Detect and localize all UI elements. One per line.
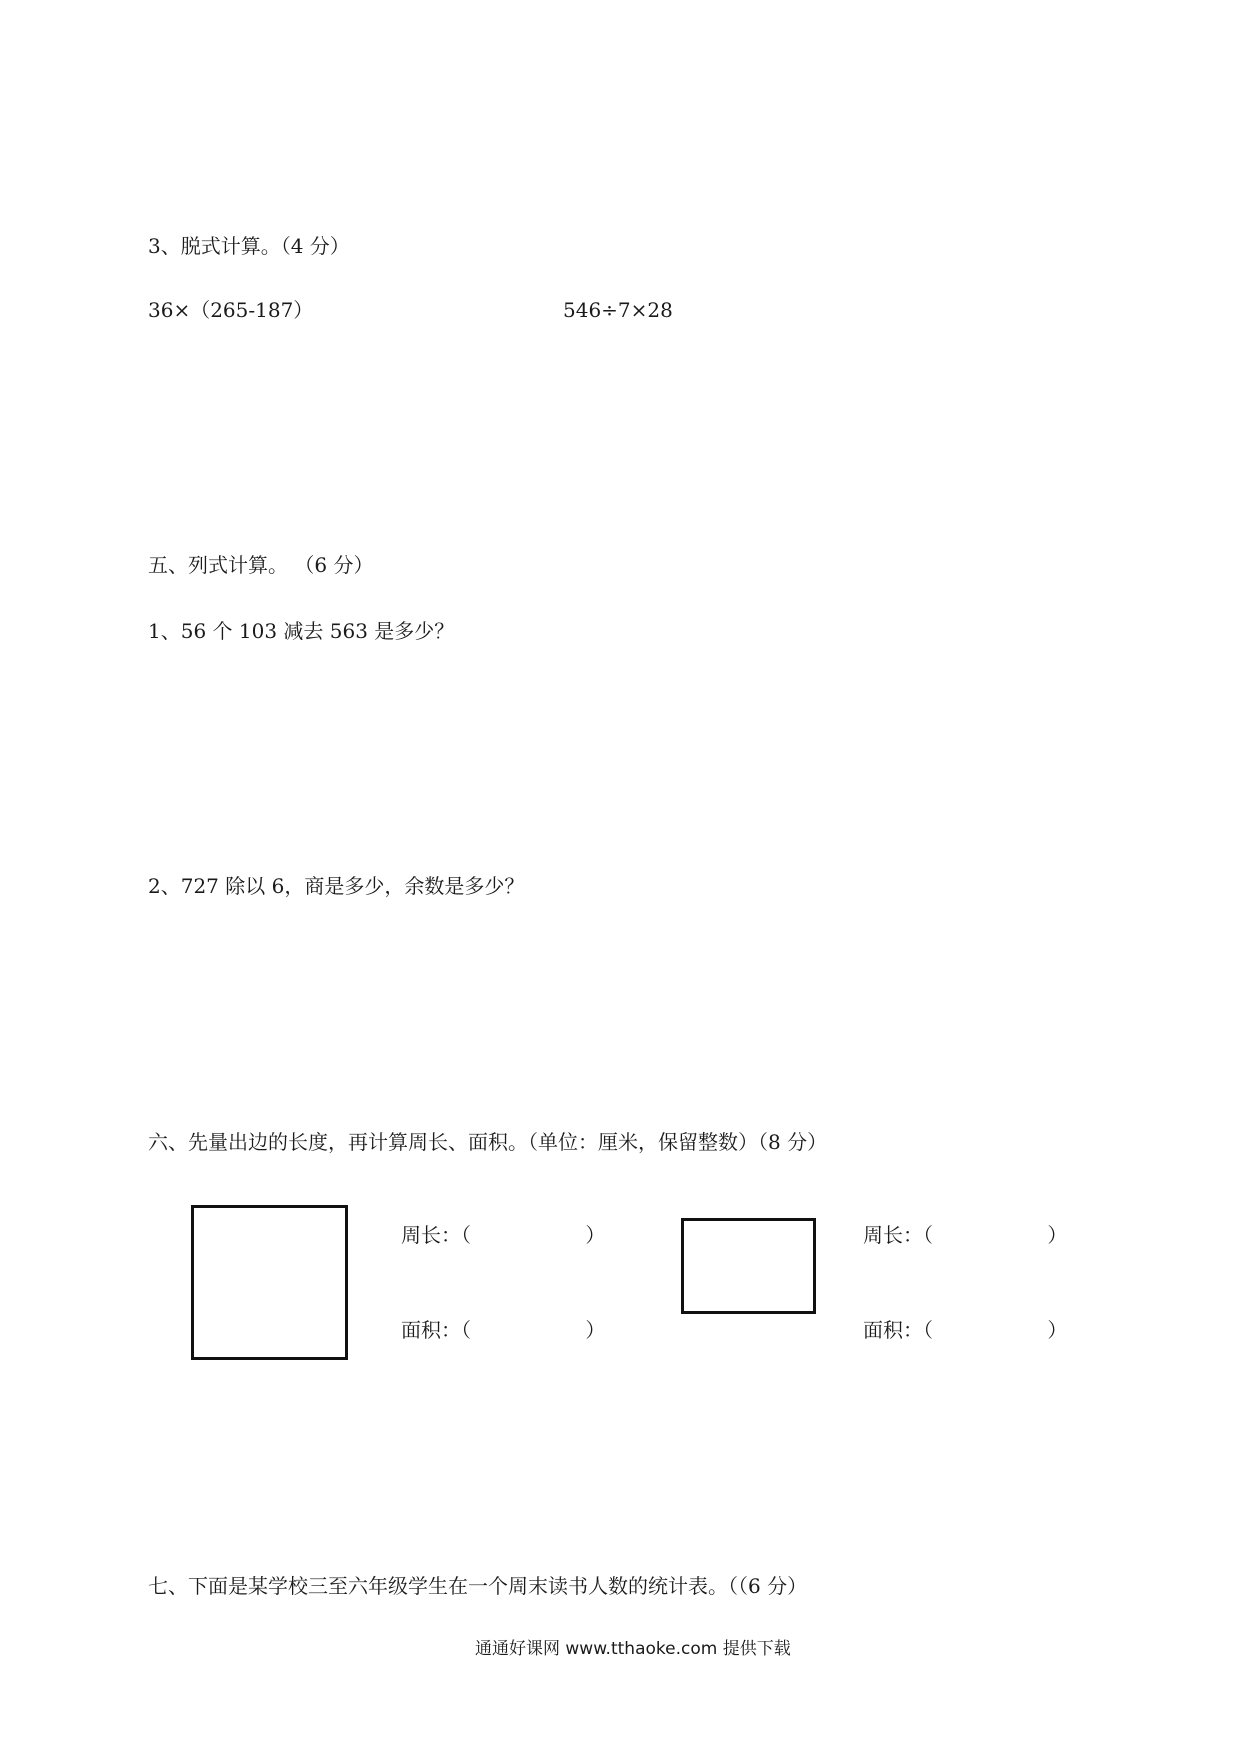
problem-1: 36×（265-187） bbox=[148, 298, 314, 322]
rectangle-perimeter-label: 周长：（ ） bbox=[863, 1223, 1068, 1247]
rectangle-area-label: 面积：（ ） bbox=[863, 1318, 1068, 1342]
question-2: 2、727 除以 6，商是多少，余数是多少？ bbox=[148, 874, 525, 898]
square-area-label: 面积：（ ） bbox=[401, 1318, 606, 1342]
rectangle-figure bbox=[681, 1218, 816, 1314]
problem-2: 546÷7×28 bbox=[563, 298, 673, 322]
section5-title: 五、列式计算。 （6 分） bbox=[148, 553, 374, 577]
question-1: 1、56 个 103 减去 563 是多少？ bbox=[148, 619, 455, 643]
square-figure bbox=[191, 1205, 348, 1360]
section3-title: 3、脱式计算。（4 分） bbox=[148, 234, 350, 258]
square-perimeter-label: 周长：（ ） bbox=[401, 1223, 606, 1247]
section7-title: 七、下面是某学校三至六年级学生在一个周末读书人数的统计表。（（6 分） bbox=[148, 1574, 808, 1598]
section6-title: 六、先量出边的长度，再计算周长、面积。（单位：厘米，保留整数）（8 分） bbox=[148, 1130, 828, 1154]
footer-text: 通通好课网 www.tthaoke.com 提供下载 bbox=[475, 1639, 791, 1659]
